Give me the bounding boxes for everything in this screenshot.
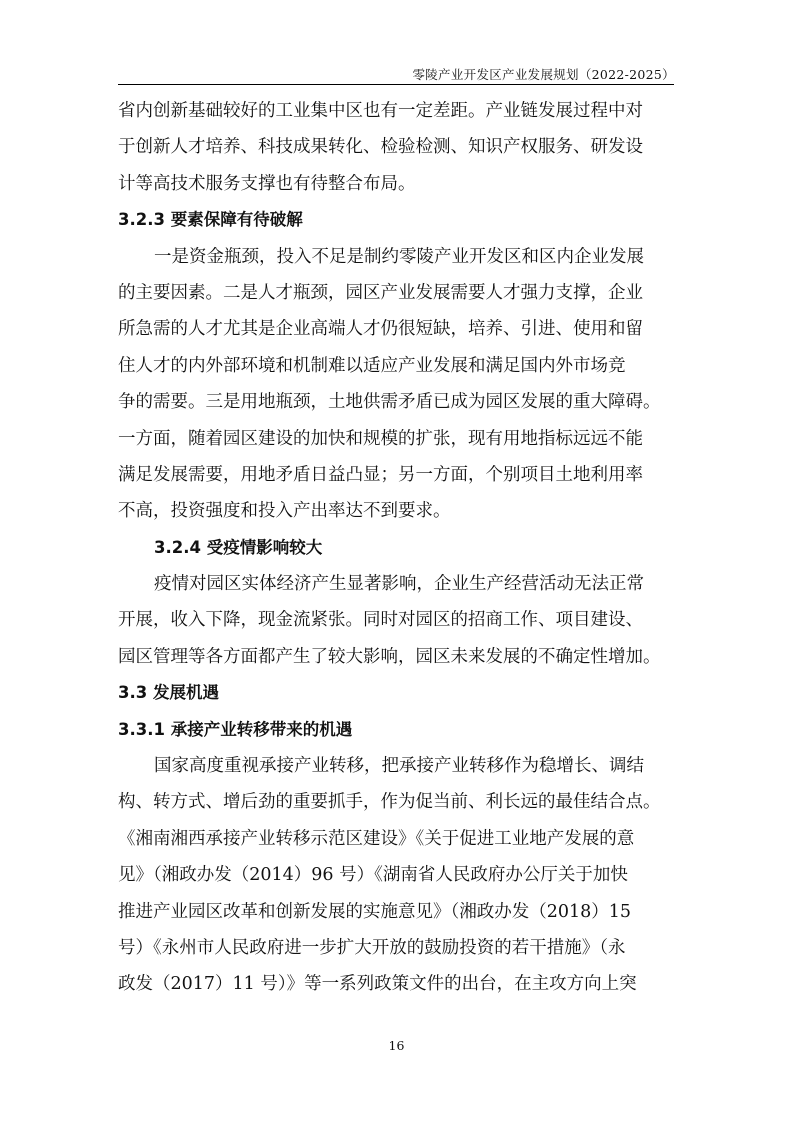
section-heading-3-2-3: 3.2.3 要素保障有待破解 bbox=[118, 210, 303, 230]
document-body bbox=[118, 93, 678, 1003]
body-line-14: 疫情对园区实体经济产生显著影响，企业生产经营活动无法正常 bbox=[154, 574, 644, 595]
body-line-08: 住人才的内外部环境和机制难以适应产业发展和满足国内外市场竞 bbox=[118, 355, 626, 376]
section-heading-3-3-1: 3.3.1 承接产业转移带来的机遇 bbox=[118, 719, 353, 739]
page-number: 16 bbox=[388, 1038, 405, 1053]
header-rule bbox=[118, 84, 674, 85]
body-line-10: 一方面，随着园区建设的加快和规模的扩张，现有用地指标远远不能 bbox=[118, 428, 643, 449]
body-line-25: 政发（2017）11 号）》等一系列政策文件的出台，在主攻方向上突 bbox=[118, 974, 637, 995]
body-line-16: 园区管理等各方面都产生了较大影响，园区未来发展的不确定性增加。 bbox=[118, 646, 661, 667]
body-line-15: 开展，收入下降，现金流紧张。同时对园区的招商工作、项目建设、 bbox=[118, 610, 643, 631]
body-line-19: 国家高度重视承接产业转移，把承接产业转移作为稳增长、调结 bbox=[154, 756, 644, 777]
body-line-01: 省内创新基础较好的工业集中区也有一定差距。产业链发展过程中对 bbox=[118, 101, 643, 121]
body-line-24: 号）《永州市人民政府进一步扩大开放的鼓励投资的若干措施》（永 bbox=[118, 937, 626, 958]
body-line-02: 于创新人才培养、科技成果转化、检验检测、知识产权服务、研发设 bbox=[118, 137, 643, 158]
body-line-21: 《湘南湘西承接产业转移示范区建设》《关于促进工业地产发展的意 bbox=[118, 828, 635, 849]
body-line-11: 满足发展需要，用地矛盾日益凸显；另一方面，个别项目土地利用率 bbox=[118, 464, 643, 485]
body-line-22: 见》（湘政办发（2014）96 号）《湖南省人民政府办公厅关于加快 bbox=[118, 865, 628, 886]
body-line-12: 不高，投资强度和投入产出率达不到要求。 bbox=[118, 501, 451, 522]
body-line-06: 的主要因素。二是人才瓶颈，园区产业发展需要人才强力支撑，企业 bbox=[118, 282, 643, 303]
body-line-05: 一是资金瓶颈，投入不足是制约零陵产业开发区和区内企业发展 bbox=[154, 246, 644, 267]
section-heading-3-2-4: 3.2.4 受疫情影响较大 bbox=[154, 537, 323, 557]
running-header: 零陵产业开发区产业发展规划（2022-2025） bbox=[412, 67, 675, 82]
body-line-07: 所急需的人才尤其是企业高端人才仍很短缺，培养、引进、使用和留 bbox=[118, 319, 643, 340]
section-heading-3-3: 3.3 发展机遇 bbox=[118, 683, 219, 703]
body-line-23: 推进产业园区改革和创新发展的实施意见》（湘政办发（2018）15 bbox=[118, 901, 632, 922]
body-line-20: 构、转方式、增后劲的重要抓手，作为促当前、利长远的最佳结合点。 bbox=[118, 792, 661, 813]
body-line-03: 计等高技术服务支撑也有待整合布局。 bbox=[118, 173, 416, 194]
body-line-09: 争的需要。三是用地瓶颈，土地供需矛盾已成为园区发展的重大障碍。 bbox=[118, 392, 661, 413]
